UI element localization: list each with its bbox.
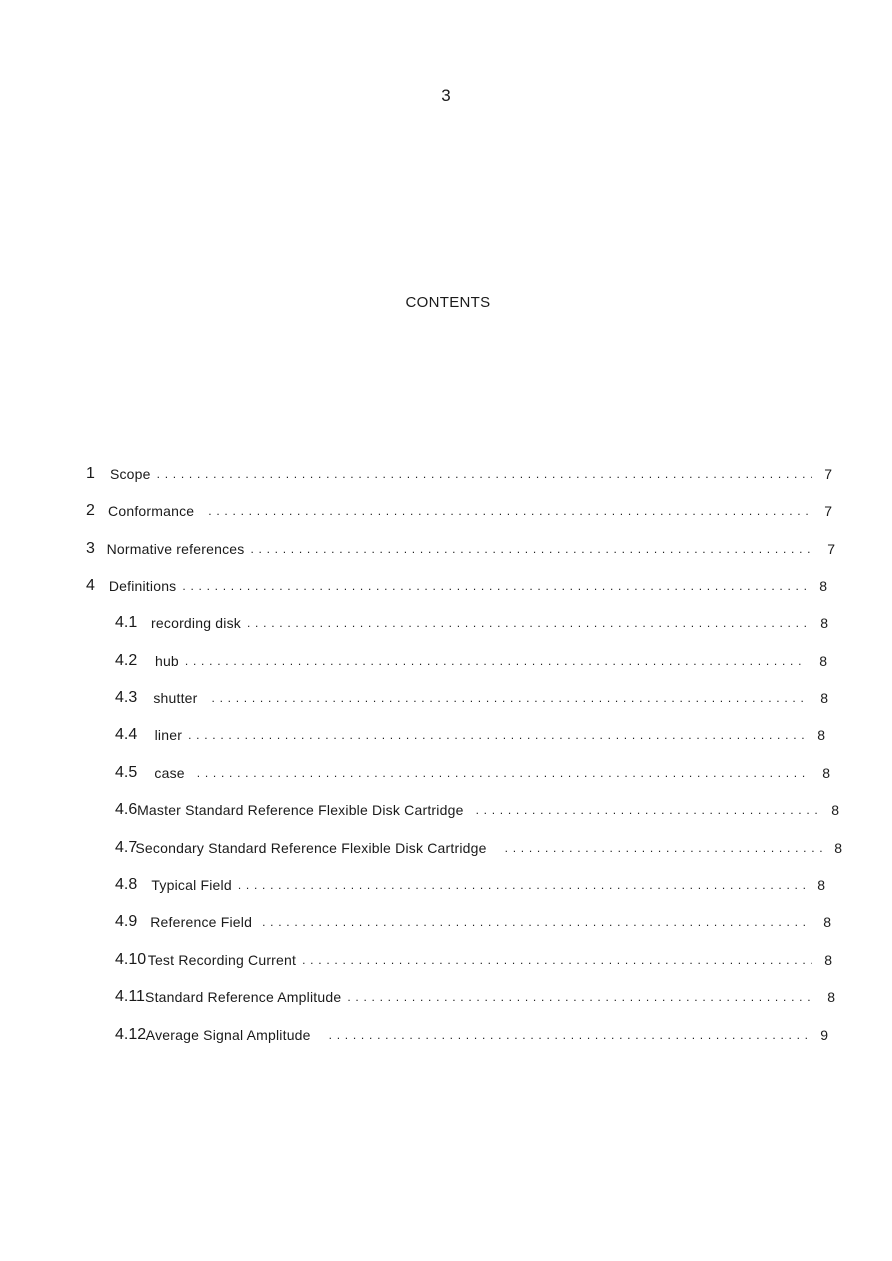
toc-entry-number: 2 — [86, 502, 95, 519]
toc-leader-dots — [505, 836, 822, 860]
toc-entry-number: 4.9 — [115, 913, 138, 930]
toc-entry-number: 4.11 — [115, 988, 145, 1005]
toc-entry-page: 8 — [817, 727, 825, 743]
toc-entry-title: Conformance — [108, 503, 195, 519]
toc-leader-dots — [476, 798, 819, 822]
toc-leader-dots — [208, 499, 812, 523]
toc-entry-4-7[interactable] — [115, 836, 842, 860]
toc-entry-number: 4.3 — [115, 689, 138, 706]
toc-leader-dots — [157, 462, 812, 486]
toc-leader-dots — [185, 649, 807, 673]
toc-entry-title: Master Standard Reference Flexible Disk Cartridge — [137, 802, 464, 818]
toc-entry-4[interactable] — [86, 574, 827, 598]
toc-leader-dots — [197, 761, 810, 785]
contents-heading: CONTENTS — [405, 294, 491, 311]
toc-entry-number: 4.5 — [115, 764, 138, 781]
toc-entry-number: 4.7 — [115, 839, 138, 856]
toc-entry-page: 8 — [822, 765, 830, 781]
toc-leader-dots — [329, 1023, 808, 1047]
toc-entry-page: 8 — [817, 877, 825, 893]
toc-leader-dots — [250, 537, 815, 561]
toc-entry-title: Test Recording Current — [147, 952, 297, 968]
toc-entry-title: Definitions — [108, 578, 177, 594]
toc-entry-page: 8 — [831, 802, 839, 818]
toc-entry-page: 8 — [834, 840, 842, 856]
toc-entry-4-9[interactable] — [115, 910, 831, 934]
toc-entry-page: 8 — [820, 615, 828, 631]
toc-entry-4-4[interactable] — [115, 723, 825, 747]
toc-entry-page: 8 — [824, 952, 832, 968]
toc-entry-title: Scope — [109, 466, 151, 482]
toc-leader-dots — [182, 574, 807, 598]
toc-entry-page: 8 — [819, 578, 827, 594]
toc-entry-number: 4.10 — [115, 951, 147, 968]
toc-entry-number: 4.12 — [115, 1026, 147, 1043]
toc-entry-4-11[interactable] — [115, 985, 835, 1009]
toc-entry-title: Standard Reference Amplitude — [145, 989, 342, 1005]
toc-entry-page: 8 — [823, 914, 831, 930]
toc-entry-number: 4.6 — [115, 801, 138, 818]
toc-entry-title: liner — [154, 727, 183, 743]
toc-entry-number: 4.8 — [115, 876, 138, 893]
toc-entry-page: 7 — [824, 503, 832, 519]
toc-entry-number: 4.4 — [115, 726, 138, 743]
toc-entry-number: 4 — [86, 577, 95, 594]
toc-entry-number: 4.1 — [115, 614, 138, 631]
toc-leader-dots — [247, 611, 808, 635]
toc-entry-4-3[interactable] — [115, 686, 828, 710]
toc-entry-1[interactable] — [86, 462, 832, 486]
toc-entry-title: hub — [154, 653, 179, 669]
toc-entry-4-8[interactable] — [115, 873, 825, 897]
toc-entry-4-2[interactable] — [115, 649, 827, 673]
toc-entry-3[interactable] — [86, 537, 835, 561]
toc-entry-page: 9 — [820, 1027, 828, 1043]
toc-entry-number: 1 — [86, 465, 95, 482]
toc-entry-title: Typical Field — [151, 877, 232, 893]
page-number: 3 — [441, 86, 451, 105]
toc-entry-title: case — [154, 765, 185, 781]
toc-entry-title: recording disk — [151, 615, 241, 631]
toc-entry-page: 8 — [819, 653, 827, 669]
toc-leader-dots — [302, 948, 812, 972]
toc-entry-4-10[interactable] — [115, 948, 832, 972]
toc-entry-title: Average Signal Amplitude — [145, 1027, 311, 1043]
toc-leader-dots — [188, 723, 805, 747]
toc-entry-number: 3 — [86, 540, 95, 557]
toc-entry-4-5[interactable] — [115, 761, 830, 785]
toc-entry-page: 8 — [820, 690, 828, 706]
toc-entry-number: 4.2 — [115, 652, 138, 669]
toc-leader-dots — [262, 910, 811, 934]
toc-entry-4-6[interactable] — [115, 798, 839, 822]
toc-leader-dots — [212, 686, 808, 710]
toc-entry-2[interactable] — [86, 499, 832, 523]
toc-entry-page: 7 — [824, 466, 832, 482]
toc-entry-title: Reference Field — [150, 914, 253, 930]
toc-entry-title: Secondary Standard Reference Flexible Disk Cartridge — [135, 840, 487, 856]
toc-entry-page: 7 — [827, 541, 835, 557]
toc-entry-title: shutter — [153, 690, 198, 706]
toc-entry-4-1[interactable] — [115, 611, 828, 635]
toc-leader-dots — [347, 985, 815, 1009]
toc-entry-4-12[interactable] — [115, 1023, 828, 1047]
toc-entry-title: Normative references — [106, 541, 245, 557]
toc-entry-page: 8 — [827, 989, 835, 1005]
toc-leader-dots — [238, 873, 805, 897]
